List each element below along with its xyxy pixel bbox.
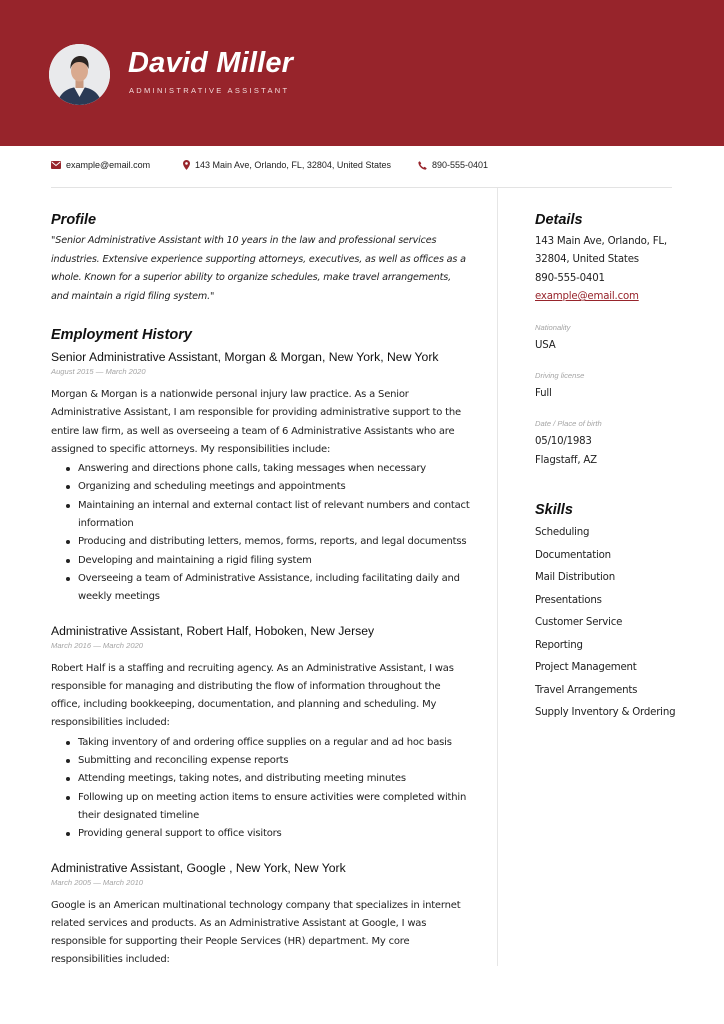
- job-heading: Administrative Assistant, Google , New York, New York: [51, 860, 346, 875]
- map-pin-icon: [183, 160, 190, 170]
- details-address-line2: 32804, United States: [535, 254, 639, 266]
- skill-item: Project Management: [535, 662, 637, 674]
- list-item: Answering and directions phone calls, taking messages when necessary: [51, 460, 471, 478]
- skill-item: Scheduling: [535, 527, 590, 539]
- job-description: Robert Half is a staffing and recruiting agency. As an Administrative Assistant, I was responsible for managing and distributing the flow of information throughout the office, including bookkeeping, documentation, and planning and scheduling. My responsibilities included:: [51, 662, 454, 729]
- list-item: Providing general support to office visitors: [51, 825, 471, 843]
- nationality-value: USA: [535, 339, 556, 351]
- column-divider: [497, 188, 498, 966]
- side-column: [535, 210, 685, 725]
- phone-icon: [418, 161, 427, 170]
- list-item: Attending meetings, taking notes, and distributing meeting minutes: [51, 770, 471, 788]
- job-description: Google is an American multinational technology company that specializes in internet related services and products. As an Administrative Assistant at Google, I was responsible for supporting their People Services (HR) department. My core responsibilities included:: [51, 899, 461, 966]
- birth-place: Flagstaff, AZ: [535, 454, 597, 466]
- contact-email[interactable]: [51, 160, 150, 170]
- list-item: Taking inventory of and ordering office supplies on a regular and ad hoc basis: [51, 734, 471, 752]
- envelope-icon: [51, 161, 61, 169]
- contact-phone-text: 890-555-0401: [432, 160, 489, 170]
- list-item: Following up on meeting action items to ensure activities were completed within their designated timeline: [51, 789, 471, 826]
- contact-address-text: 143 Main Ave, Orlando, FL, 32804, United States: [195, 160, 391, 170]
- job-responsibilities: [51, 734, 471, 844]
- candidate-name: David Miller: [128, 47, 294, 79]
- list-item: Producing and distributing letters, memos, forms, reports, and legal documentss: [51, 533, 471, 551]
- person-photo-icon: [49, 44, 110, 105]
- skill-item: Supply Inventory & Ordering: [535, 707, 676, 719]
- contact-divider: [51, 187, 672, 188]
- skill-item: Presentations: [535, 594, 602, 606]
- contact-email-text: example@email.com: [66, 160, 151, 170]
- skills-list: [535, 522, 685, 725]
- contact-phone[interactable]: [418, 160, 488, 170]
- skill-item: Travel Arrangements: [535, 684, 638, 696]
- candidate-job-title: ADMINISTRATIVE ASSISTANT: [129, 86, 290, 95]
- profile-section: [51, 210, 471, 306]
- details-section: [535, 210, 685, 470]
- job-description: Morgan & Morgan is a nationwide personal injury law practice. As a Senior Administrative Assistant, I am responsible for providing administrative support to the entire law firm, as well as overseeing a team of 6 Administrative Assistants who are assigned to specific attorneys. My responsibilities include:: [51, 389, 461, 455]
- skill-item: Reporting: [535, 639, 583, 651]
- list-item: Developing and maintaining a rigid filing system: [51, 552, 471, 570]
- birth-label: Date / Place of birth: [535, 419, 602, 429]
- employment-section: [51, 325, 471, 970]
- header-banner: [0, 0, 724, 146]
- job-dates: August 2015 — March 2020: [51, 367, 146, 376]
- profile-summary: "Senior Administrative Assistant with 10 years in the law and professional services industries. Extensive experience supporting attorneys, executives, as well as offices as a whole. Known for a superior ability to organize schedules, make travel arrangements, and maintain a rigid filing system.": [51, 235, 466, 302]
- job-responsibilities: [51, 460, 471, 606]
- birth-date: 05/10/1983: [535, 436, 592, 448]
- job-entry: [51, 860, 471, 970]
- skill-item: Mail Distribution: [535, 572, 615, 584]
- job-dates: March 2016 — March 2020: [51, 640, 144, 650]
- main-column: [51, 210, 471, 970]
- nationality-label: Nationality: [535, 322, 571, 332]
- driving-license-label: Driving license: [535, 371, 585, 381]
- job-heading: Administrative Assistant, Robert Half, Hoboken, New Jersey: [51, 623, 375, 638]
- job-dates: March 2005 — March 2010: [51, 877, 144, 887]
- driving-license-value: Full: [535, 388, 552, 400]
- contact-address: [183, 160, 391, 170]
- details-title: Details: [535, 212, 583, 228]
- job-entry: [51, 623, 471, 844]
- details-email-link[interactable]: example@email.com: [535, 291, 639, 303]
- skills-title: Skills: [535, 502, 573, 519]
- job-heading: Senior Administrative Assistant, Morgan & Morgan, New York, New York: [51, 350, 439, 364]
- job-entry: [51, 349, 471, 607]
- employment-title: Employment History: [51, 327, 192, 343]
- skills-section: [535, 500, 685, 725]
- avatar: [49, 44, 110, 105]
- list-item: Maintaining an internal and external contact list of relevant numbers and contact information: [51, 497, 471, 534]
- list-item: Organizing and scheduling meetings and appointments: [51, 478, 471, 496]
- skill-item: Customer Service: [535, 617, 623, 629]
- details-address-line1: 143 Main Ave, Orlando, FL,: [535, 236, 667, 247]
- details-contact: [535, 233, 685, 307]
- skill-item: Documentation: [535, 549, 611, 561]
- profile-title: Profile: [51, 212, 97, 228]
- details-phone[interactable]: 890-555-0401: [535, 272, 605, 284]
- list-item: Overseeing a team of Administrative Assistance, including facilitating daily and weekly meetings: [51, 570, 471, 607]
- list-item: Submitting and reconciling expense reports: [51, 752, 471, 770]
